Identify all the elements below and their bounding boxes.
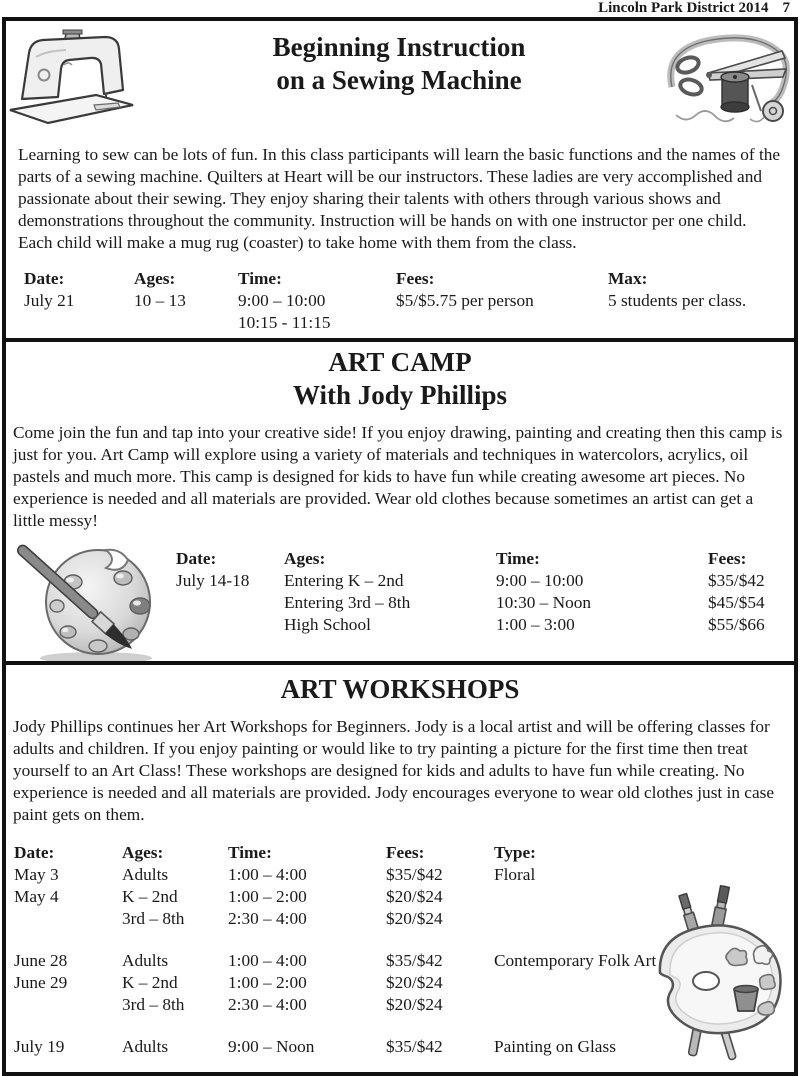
col-time: Time: bbox=[228, 843, 272, 862]
artcamp-bottom-row bbox=[6, 536, 794, 665]
table-row bbox=[24, 290, 794, 312]
col-fees: Fees: bbox=[708, 549, 747, 568]
col-fees: Fees: bbox=[396, 269, 435, 288]
cell-date bbox=[14, 994, 122, 1016]
cell-fees: $55/$66 bbox=[708, 615, 765, 634]
cell-fees: $5/$5.75 per person bbox=[396, 291, 534, 310]
cell-fees: $35/$42 bbox=[386, 1037, 443, 1056]
cell-date: July 19 bbox=[14, 1037, 65, 1056]
workshops-title: ART WORKSHOPS bbox=[280, 674, 520, 704]
workshops-description: Jody Phillips continues her Art Workshops for Beginners. Jody is a local artist and will be offering classes for adults and children. If you enjoy painting or would like to try painting a picture for the first time then treat yourself to an Art Class! These workshops are designed for kids and adults to have fun while creating. No experience is needed and all materials are provided. Jody encourages everyone to wear old clothes just in case paint gets on them. bbox=[13, 717, 775, 824]
cell-ages: 3rd – 8th bbox=[122, 909, 185, 928]
cell-ages: Adults bbox=[122, 1037, 169, 1056]
cell-type: Contemporary Folk Art bbox=[494, 951, 657, 970]
cell-date: May 4 bbox=[14, 887, 59, 906]
cell-max bbox=[608, 312, 794, 334]
cell-type: Floral bbox=[494, 865, 536, 884]
cell-time: 9:00 – Noon bbox=[228, 1037, 315, 1056]
cell-date: May 3 bbox=[14, 865, 59, 884]
table-row bbox=[176, 614, 765, 636]
page-header bbox=[0, 0, 800, 17]
table-row bbox=[176, 570, 765, 592]
col-ages: Ages: bbox=[122, 843, 164, 862]
cell-date bbox=[176, 614, 284, 636]
paint-palette-two-brushes-icon bbox=[630, 877, 790, 1072]
table-header-row bbox=[24, 268, 794, 290]
cell-fees: $20/$24 bbox=[386, 973, 443, 992]
sewing-header-row bbox=[6, 27, 794, 134]
cell-ages: High School bbox=[284, 615, 371, 634]
cell-ages: Adults bbox=[122, 951, 169, 970]
sewing-title-line2: on a Sewing Machine bbox=[276, 65, 522, 95]
col-date: Date: bbox=[176, 549, 217, 568]
sewing-description: Learning to sew can be lots of fun. In this class participants will learn the basic functions and the names of the parts of a sewing machine. Quilters at Heart will be our instructors. These ladies are very accomplished and passionate about their sewing. They enjoy sharing their talents with others through various shows and demonstrations throughout the community. Instruction will be hands on with one instructor per one child. Each child will make a mug rug (coaster) to take home with them from the class. bbox=[18, 145, 781, 252]
cell-time: 2:30 – 4:00 bbox=[228, 995, 307, 1014]
cell-ages bbox=[134, 312, 238, 334]
section-art-workshops bbox=[2, 661, 798, 1076]
table-header-row bbox=[14, 842, 794, 864]
col-type: Type: bbox=[494, 843, 536, 862]
table-row bbox=[24, 312, 794, 334]
cell-fees: $20/$24 bbox=[386, 909, 443, 928]
cell-ages: Entering 3rd – 8th bbox=[284, 593, 411, 612]
page-number: 7 bbox=[782, 0, 790, 16]
cell-fees: $35/$42 bbox=[386, 951, 443, 970]
cell-ages: Entering K – 2nd bbox=[284, 571, 404, 590]
cell-time: 1:00 – 3:00 bbox=[496, 615, 575, 634]
artcamp-title-line2: With Jody Phillips bbox=[292, 380, 508, 410]
cell-ages: 3rd – 8th bbox=[122, 995, 185, 1014]
cell-type: Painting on Glass bbox=[494, 1037, 616, 1056]
cell-fees bbox=[396, 312, 608, 334]
cell-ages: K – 2nd bbox=[122, 887, 178, 906]
sewing-schedule-table bbox=[24, 268, 794, 334]
col-time: Time: bbox=[496, 549, 540, 568]
cell-time: 10:15 - 11:15 bbox=[238, 313, 331, 332]
cell-ages: Adults bbox=[122, 865, 169, 884]
cell-fees: $45/$54 bbox=[708, 593, 765, 612]
cell-time: 2:30 – 4:00 bbox=[228, 909, 307, 928]
scissors-thread-icon bbox=[660, 27, 794, 134]
cell-ages: 10 – 13 bbox=[134, 291, 186, 310]
artcamp-description: Come join the fun and tap into your creative side! If you enjoy drawing, painting and creating then this camp is just for you. Art Camp will explore using a variety of materials and techniques in watercolors, acrylics, oil pastels and much more. This camp is designed for kids to have fun while creating awesome art pieces. No experience is needed and all materials are provided. Wear old clothes because sometimes an artist can get a little messy! bbox=[13, 423, 783, 530]
artcamp-title-line1: ART CAMP bbox=[328, 347, 472, 377]
cell-time: 10:30 – Noon bbox=[496, 593, 592, 612]
cell-time: 1:00 – 4:00 bbox=[228, 951, 307, 970]
paint-palette-brush-icon bbox=[10, 536, 172, 665]
col-time: Time: bbox=[238, 269, 282, 288]
cell-date: July 21 bbox=[24, 291, 75, 310]
sewing-machine-icon bbox=[6, 27, 138, 132]
section-art-camp bbox=[2, 338, 798, 665]
col-date: Date: bbox=[24, 269, 65, 288]
cell-date bbox=[14, 908, 122, 930]
cell-date: June 28 bbox=[14, 951, 68, 970]
cell-ages: K – 2nd bbox=[122, 973, 178, 992]
cell-fees: $20/$24 bbox=[386, 887, 443, 906]
cell-fees: $35/$42 bbox=[386, 865, 443, 884]
cell-time: 9:00 – 10:00 bbox=[496, 571, 584, 590]
cell-time: 9:00 – 10:00 bbox=[238, 291, 326, 310]
sewing-title bbox=[138, 31, 660, 97]
artcamp-schedule-table bbox=[176, 548, 765, 665]
artcamp-title bbox=[6, 346, 794, 412]
col-date: Date: bbox=[14, 843, 55, 862]
cell-time: 1:00 – 2:00 bbox=[228, 973, 307, 992]
cell-fees: $35/$42 bbox=[708, 571, 765, 590]
section-sewing-machine bbox=[2, 17, 798, 342]
cell-date bbox=[24, 312, 134, 334]
col-ages: Ages: bbox=[284, 549, 326, 568]
col-max: Max: bbox=[608, 269, 648, 288]
cell-time: 1:00 – 4:00 bbox=[228, 865, 307, 884]
cell-time: 1:00 – 2:00 bbox=[228, 887, 307, 906]
cell-fees: $20/$24 bbox=[386, 995, 443, 1014]
table-row bbox=[176, 592, 765, 614]
cell-date: July 14-18 bbox=[176, 571, 250, 590]
publication-title: Lincoln Park District 2014 bbox=[598, 0, 769, 16]
table-header-row bbox=[176, 548, 765, 570]
cell-date bbox=[176, 592, 284, 614]
col-ages: Ages: bbox=[134, 269, 176, 288]
sewing-title-line1: Beginning Instruction bbox=[272, 32, 526, 62]
cell-date: June 29 bbox=[14, 973, 68, 992]
col-fees: Fees: bbox=[386, 843, 425, 862]
cell-max: 5 students per class. bbox=[608, 291, 747, 310]
document-body bbox=[2, 17, 798, 1076]
